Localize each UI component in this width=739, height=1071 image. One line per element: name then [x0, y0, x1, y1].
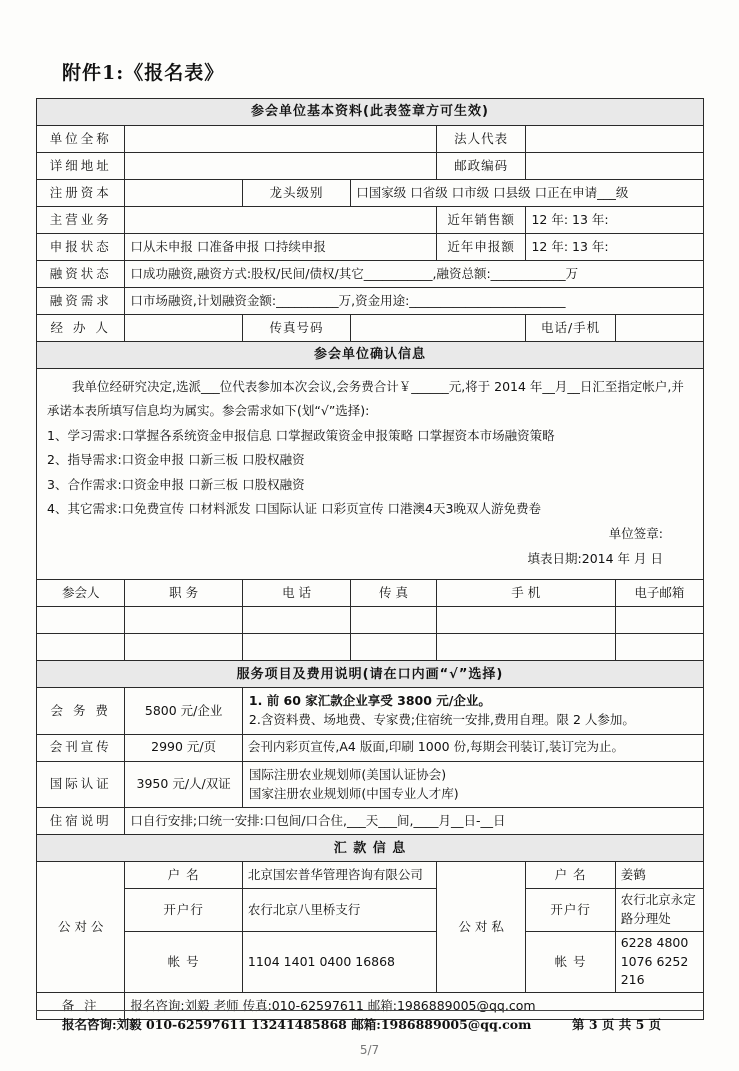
service-name-conference-fee: 会 务 费 [37, 688, 125, 735]
label-postcode: 邮政编码 [436, 153, 526, 180]
options-leader-level[interactable]: 口国家级 口省级 口市级 口县级 口正在申请___级 [351, 180, 704, 207]
value-private-account-name: 姜鹤 [615, 862, 703, 889]
service-desc-line1: 国际注册农业规划师(美国认证协会) [248, 766, 447, 782]
attendee-cell-name[interactable] [37, 607, 125, 634]
options-accommodation[interactable]: 口自行安排;口统一安排:口包间/口合住,___天___间,____月__日-__日 [125, 808, 704, 835]
service-price-intl-cert: 3950 元/人/双证 [125, 761, 242, 808]
need-other[interactable]: 4、其它需求:口免费宣传 口材料派发 口国际认证 口彩页宣传 口港澳4天3晚双人游免费卷 [47, 500, 541, 516]
attendee-header-email: 电子邮箱 [615, 580, 703, 607]
service-desc-line2: 2.含资料费、场地费、专家费;住宿统一安排,费用自理。限 2 人参加。 [248, 712, 635, 727]
service-row-journal-ad [37, 734, 704, 761]
attendee-header-mobile: 手 机 [436, 580, 615, 607]
value-public-bank: 农行北京八里桥支行 [242, 889, 436, 932]
unit-seal-line[interactable]: 单位签章: [608, 526, 663, 542]
service-desc-line1: 1. 前 60 家汇款企业享受 3800 元/企业。 [248, 693, 491, 709]
attendee-header-phone: 电 话 [242, 580, 350, 607]
value-public-account-name: 北京国宏普华管理咨询有限公司 [242, 862, 436, 889]
attendee-cell-email[interactable] [615, 634, 703, 661]
label-finance-need: 融资需求 [37, 288, 125, 315]
field-registered-capital[interactable] [125, 180, 242, 207]
attendee-cell-phone[interactable] [242, 634, 350, 661]
service-desc-intl-cert [242, 761, 703, 808]
value-private-account-no: 6228 4800 1076 6252 216 [615, 931, 703, 992]
value-private-bank: 农行北京永定路分理处 [615, 889, 703, 932]
label-private-bank: 开户行 [526, 889, 615, 932]
label-fax: 传真号码 [242, 315, 350, 342]
label-accommodation: 住宿说明 [37, 808, 125, 835]
field-declare-amount[interactable]: 12 年: 13 年: [526, 234, 704, 261]
field-legal-rep[interactable] [526, 126, 704, 153]
attendee-cell-phone[interactable] [242, 607, 350, 634]
label-main-business: 主营业务 [37, 207, 125, 234]
need-guidance[interactable]: 2、指导需求:口资金申报 口新三板 口股权融资 [47, 452, 305, 468]
label-public-account-no: 帐 号 [125, 931, 242, 992]
label-address: 详细地址 [37, 153, 125, 180]
field-main-business[interactable] [125, 207, 436, 234]
table-row[interactable] [37, 607, 704, 634]
service-desc-journal-ad: 会刊内彩页宣传,A4 版面,印刷 1000 份,每期会刊装订,装订完为止。 [242, 734, 703, 761]
label-public-bank: 开户行 [125, 889, 242, 932]
table-row[interactable] [37, 634, 704, 661]
service-row-conference-fee [37, 688, 704, 735]
service-desc-line2: 国家注册农业规划师(中国专业人才库) [248, 785, 459, 801]
field-fax[interactable] [351, 315, 526, 342]
need-study[interactable]: 1、学习需求:口掌握各系统资金申报信息 口掌握政策资金申报策略 口掌握资本市场融资策略 [47, 427, 555, 443]
label-public-account-name: 户 名 [125, 862, 242, 889]
field-finance-status[interactable]: 口成功融资,融资方式:股权/民间/债权/其它___________,融资总额:____________万 [125, 261, 704, 288]
field-handler[interactable] [125, 315, 242, 342]
remit-group-private: 公 对 私 [436, 862, 526, 993]
confirm-body [37, 369, 704, 580]
label-declare-status: 申报状态 [37, 234, 125, 261]
options-declare-status[interactable]: 口从未申报 口准备申报 口持续申报 [125, 234, 436, 261]
section-header-remit: 汇 款 信 息 [37, 835, 704, 862]
attendee-cell-fax[interactable] [351, 607, 437, 634]
scan-page-marker: 5/7 [359, 1043, 380, 1057]
value-public-account-no: 1104 1401 0400 16868 [242, 931, 436, 992]
attendee-cell-title[interactable] [125, 634, 242, 661]
label-registered-capital: 注册资本 [37, 180, 125, 207]
field-finance-need[interactable]: 口市场融资,计划融资金额:__________万,资金用途:_________________________ [125, 288, 704, 315]
service-desc-conference-fee [242, 688, 703, 735]
field-postcode[interactable] [526, 153, 704, 180]
label-unit-name: 单位全称 [37, 126, 125, 153]
need-cooperation[interactable]: 3、合作需求:口资金申报 口新三板 口股权融资 [47, 476, 305, 492]
footer-page-indicator: 第 3 页 共 5 页 [572, 1017, 662, 1032]
field-recent-sales[interactable]: 12 年: 13 年: [526, 207, 704, 234]
page-title: 附件1:《报名表》 [62, 62, 225, 84]
section-header-service: 服务项目及费用说明(请在口内画“√”选择) [37, 661, 704, 688]
label-private-account-name: 户 名 [526, 862, 615, 889]
label-leader-level: 龙头级别 [242, 180, 350, 207]
footer-divider [36, 1010, 704, 1011]
footer-contact: 报名咨询:刘毅 010-62597611 13241485868 邮箱:1986889005@qq.com [62, 1017, 532, 1032]
attendee-header-fax: 传 真 [351, 580, 437, 607]
attendee-cell-mobile[interactable] [436, 607, 615, 634]
field-phone[interactable] [615, 315, 703, 342]
service-row-intl-cert [37, 761, 704, 808]
remit-group-public: 公 对 公 [37, 862, 125, 993]
field-unit-name[interactable] [125, 126, 436, 153]
section-header-confirm: 参会单位确认信息 [37, 342, 704, 369]
registration-form-table [36, 98, 704, 1020]
attendee-cell-title[interactable] [125, 607, 242, 634]
field-address[interactable] [125, 153, 436, 180]
service-name-journal-ad: 会刊宣传 [37, 734, 125, 761]
attendee-cell-mobile[interactable] [436, 634, 615, 661]
label-remit-note: 备 注 [37, 993, 125, 1020]
attendee-cell-email[interactable] [615, 607, 703, 634]
attendee-header-title: 职 务 [125, 580, 242, 607]
attendee-header-name: 参会人 [37, 580, 125, 607]
value-remit-note: 报名咨询:刘毅 老师 传真:010-62597611 邮箱:1986889005@qq.com [125, 993, 704, 1020]
section-header-basic: 参会单位基本资料(此表签章方可生效) [37, 99, 704, 126]
label-handler: 经 办 人 [37, 315, 125, 342]
service-price-journal-ad: 2990 元/页 [125, 734, 242, 761]
label-phone: 电话/手机 [526, 315, 615, 342]
label-declare-amount: 近年申报额 [436, 234, 526, 261]
label-legal-rep: 法人代表 [436, 126, 526, 153]
attendee-cell-name[interactable] [37, 634, 125, 661]
service-name-intl-cert: 国际认证 [37, 761, 125, 808]
label-recent-sales: 近年销售额 [436, 207, 526, 234]
fill-date-line[interactable]: 填表日期:2014 年 月 日 [527, 551, 663, 567]
attendee-cell-fax[interactable] [351, 634, 437, 661]
label-finance-status: 融资状态 [37, 261, 125, 288]
confirm-paragraph[interactable]: 我单位经研究决定,选派___位代表参加本次会议,会务费合计￥______元,将于 2014 年__月__日汇至指定帐户,并承诺本表所填写信息均为属实。参会需求如下(划“√”选择): [47, 379, 684, 419]
label-private-account-no: 帐 号 [526, 931, 615, 992]
service-price-conference-fee: 5800 元/企业 [125, 688, 242, 735]
